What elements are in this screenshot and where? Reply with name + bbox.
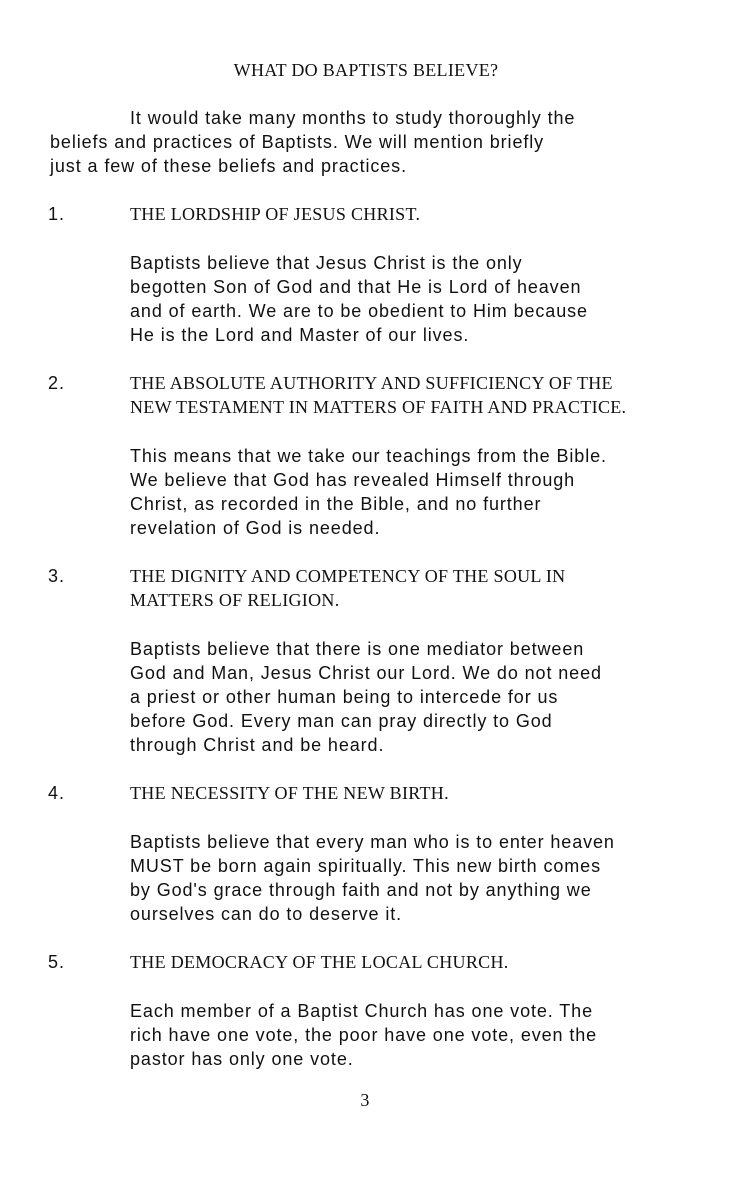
section-body-line: God and Man, Jesus Christ our Lord. We do not need [130, 663, 602, 683]
section-number: 4. [48, 783, 66, 803]
intro-line: just a few of these beliefs and practices. [50, 156, 407, 176]
section-body-line: Baptists believe that every man who is to enter heaven [130, 832, 615, 852]
section-body-line: ourselves can do to deserve it. [130, 904, 403, 924]
section-heading: THE DIGNITY AND COMPETENCY OF THE SOUL IN [130, 566, 566, 586]
section-body-line: Each member of a Baptist Church has one vote. The [130, 1001, 593, 1021]
section-heading: THE LORDSHIP OF JESUS CHRIST. [130, 204, 421, 224]
section-heading: MATTERS OF RELIGION. [130, 590, 340, 610]
section-heading: THE DEMOCRACY OF THE LOCAL CHURCH. [130, 952, 509, 972]
section-body-line: a priest or other human being to intercede for us [130, 687, 559, 707]
section-body-line: through Christ and be heard. [130, 735, 385, 755]
section-body-line: Baptists believe that there is one mediator between [130, 639, 585, 659]
section-body-line: MUST be born again spiritually. This new birth comes [130, 856, 601, 876]
section-body-line: begotten Son of God and that He is Lord of heaven [130, 277, 582, 297]
page-number: 3 [360, 1090, 370, 1110]
section-number: 1. [48, 204, 66, 224]
section-number: 5. [48, 952, 66, 972]
section-body-line: pastor has only one vote. [130, 1049, 354, 1069]
section-body-line: We believe that God has revealed Himself through [130, 470, 576, 490]
page-title: WHAT DO BAPTISTS BELIEVE? [233, 60, 499, 80]
section-body-line: Baptists believe that Jesus Christ is the only [130, 253, 523, 273]
section-body-line: and of earth. We are to be obedient to Him because [130, 301, 588, 321]
section-body-line: before God. Every man can pray directly to God [130, 711, 553, 731]
section-body-line: by God's grace through faith and not by anything we [130, 880, 592, 900]
section-number: 2. [48, 373, 66, 393]
section-body-line: rich have one vote, the poor have one vote, even the [130, 1025, 598, 1045]
section-number: 3. [48, 566, 66, 586]
intro-line: beliefs and practices of Baptists. We will mention briefly [50, 132, 545, 152]
section-heading: THE NECESSITY OF THE NEW BIRTH. [130, 783, 449, 803]
section-body-line: This means that we take our teachings from the Bible. [130, 446, 607, 466]
section-heading: NEW TESTAMENT IN MATTERS OF FAITH AND PRACTICE. [130, 397, 627, 417]
section-heading: THE ABSOLUTE AUTHORITY AND SUFFICIENCY OF THE [130, 373, 613, 393]
section-body-line: He is the Lord and Master of our lives. [130, 325, 470, 345]
section-body-line: revelation of God is needed. [130, 518, 381, 538]
intro-line: It would take many months to study thoroughly the [130, 108, 576, 128]
section-body-line: Christ, as recorded in the Bible, and no further [130, 494, 542, 514]
